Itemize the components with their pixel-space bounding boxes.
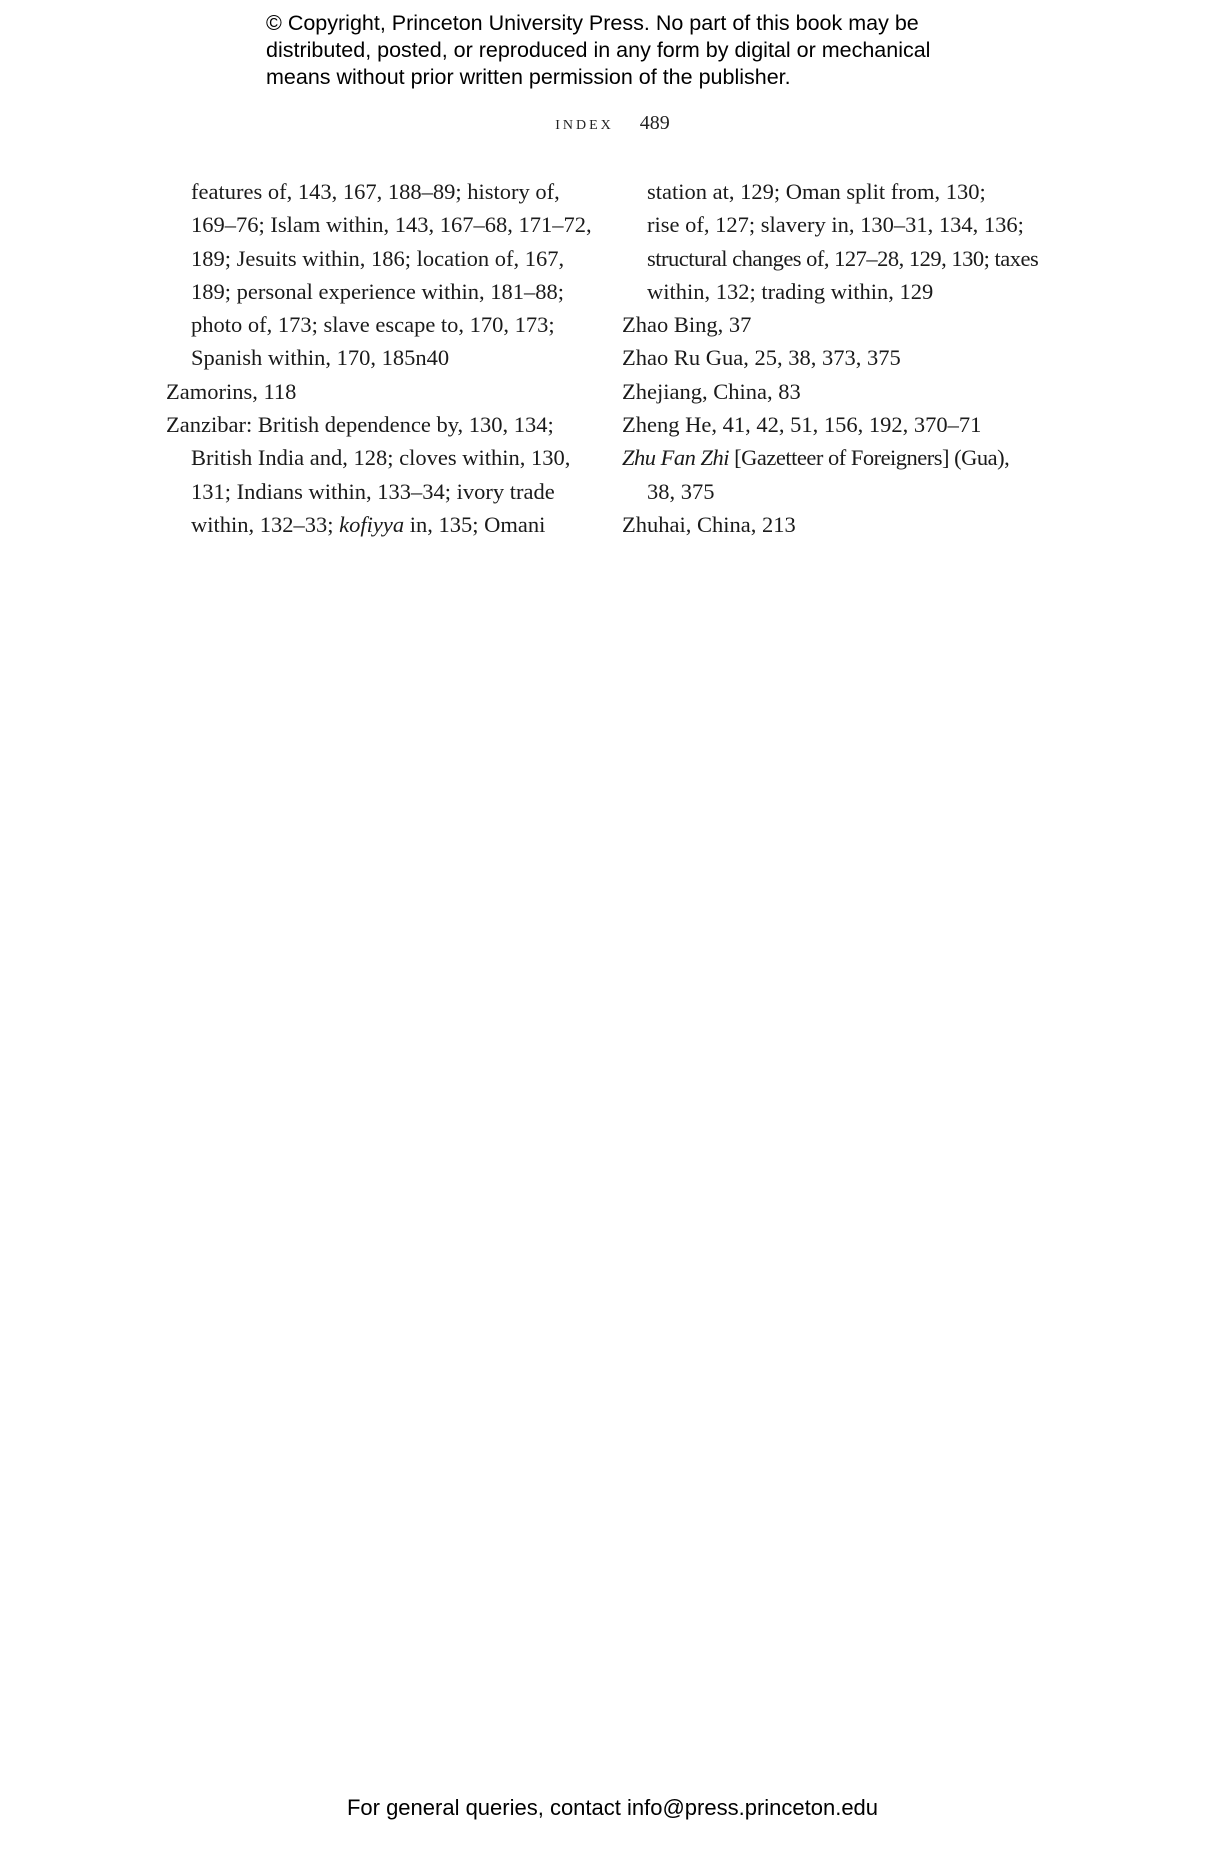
text-segment: within, 132–33;	[191, 511, 340, 537]
italic-term: Zhu Fan Zhi	[622, 445, 730, 471]
copyright-notice	[266, 10, 1026, 91]
italic-term: kofiyya	[339, 511, 405, 537]
index-entry-line: station at, 129; Oman split from, 130;	[647, 179, 986, 204]
footer-contact: For general queries, contact info@press.princeton.edu	[346, 1795, 879, 1820]
index-entry-line: rise of, 127; slavery in, 130–31, 134, 136;	[647, 212, 1024, 238]
index-entry-zhejiang: Zhejiang, China, 83	[622, 378, 801, 404]
index-entry-line: 189; personal experience within, 181–88;	[191, 278, 565, 304]
index-entry-line: 131; Indians within, 133–34; ivory trade	[191, 478, 555, 504]
index-entry-line: 189; Jesuits within, 186; location of, 167,	[191, 245, 565, 271]
text-segment: in, 135; Omani	[404, 511, 546, 537]
index-entry-zhu-fan-zhi	[622, 441, 1042, 474]
running-head	[0, 112, 1225, 135]
index-entry-zhao-bing: Zhao Bing, 37	[622, 312, 752, 338]
section-title: index	[555, 112, 614, 134]
copyright-line: © Copyright, Princeton University Press. No part of this book may be	[266, 11, 919, 35]
text-segment: [Gazetteer of Foreigners] (Gua),	[729, 445, 1010, 471]
copyright-line: distributed, posted, or reproduced in any form by digital or mechanical	[266, 38, 931, 62]
index-entry-zanzibar: Zanzibar: British dependence by, 130, 134;	[166, 412, 554, 438]
index-entry-line: features of, 143, 167, 188–89; history of,	[191, 179, 560, 204]
copyright-line: means without prior written permission of the publisher.	[266, 65, 791, 89]
index-entry-zhao-ru-gua: Zhao Ru Gua, 25, 38, 373, 375	[622, 345, 901, 371]
index-entry-line: British India and, 128; cloves within, 130,	[191, 445, 571, 471]
index-column-left	[166, 175, 596, 541]
index-entry-line: structural changes of, 127–28, 129, 130; taxes	[647, 245, 1039, 271]
index-entry-line: Spanish within, 170, 185n40	[191, 345, 450, 371]
index-entry-zhuhai: Zhuhai, China, 213	[622, 511, 796, 537]
page-number: 489	[639, 112, 670, 134]
index-entry-line: photo of, 173; slave escape to, 170, 173;	[191, 312, 555, 338]
index-entry-line: 169–76; Islam within, 143, 167–68, 171–72,	[191, 212, 592, 238]
index-column-right	[622, 175, 1042, 541]
index-entry-zheng-he: Zheng He, 41, 42, 51, 156, 192, 370–71	[622, 412, 982, 438]
index-entry-zamorins: Zamorins, 118	[166, 378, 297, 404]
index-entry-line	[166, 508, 596, 541]
index-entry-line: within, 132; trading within, 129	[647, 278, 934, 304]
index-entry-line: 38, 375	[647, 478, 715, 504]
